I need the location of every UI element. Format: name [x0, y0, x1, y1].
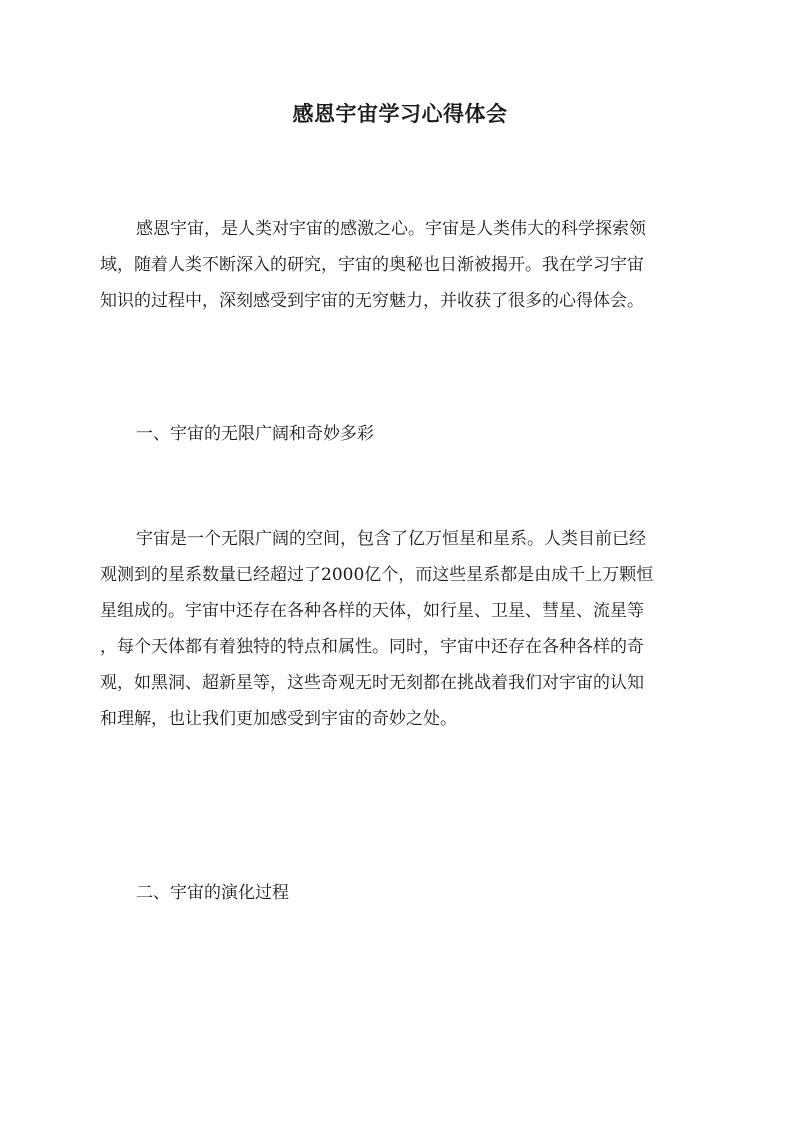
paragraph-line: 观测到的星系数量已经超过了2000亿个，而这些星系都是由成千上万颗恒 — [100, 565, 654, 585]
paragraph-line: 知识的过程中，深刻感受到宇宙的无穷魅力，并收获了很多的心得体会。 — [100, 291, 644, 311]
paragraph-line: 和理解，也让我们更加感受到宇宙的奇妙之处。 — [100, 709, 457, 729]
section-heading-1 — [100, 416, 710, 452]
paragraph-universe — [100, 521, 710, 737]
paragraph-line: 观，如黑洞、超新星等，这些奇观无时无刻都在挑战着我们对宇宙的认知 — [100, 673, 644, 693]
section-heading-text: 二、宇宙的演化过程 — [136, 883, 289, 903]
paragraph-line: 感恩宇宙，是人类对宇宙的感激之心。宇宙是人类伟大的科学探索领 — [136, 219, 646, 239]
document-title: 感恩宇宙学习心得体会 — [292, 101, 508, 126]
paragraph-intro — [100, 211, 710, 319]
paragraph-line: 星组成的。宇宙中还存在各种各样的天体，如行星、卫星、彗星、流星等 — [100, 601, 644, 621]
section-heading-2 — [100, 875, 710, 911]
paragraph-line: ，每个天体都有着独特的特点和属性。同时，宇宙中还存在各种各样的奇 — [100, 637, 644, 657]
paragraph-line: 宇宙是一个无限广阔的空间，包含了亿万恒星和星系。人类目前已经 — [136, 529, 646, 549]
paragraph-line: 域，随着人类不断深入的研究，宇宙的奥秘也日渐被揭开。我在学习宇宙 — [100, 255, 644, 275]
section-heading-text: 一、宇宙的无限广阔和奇妙多彩 — [136, 424, 374, 444]
